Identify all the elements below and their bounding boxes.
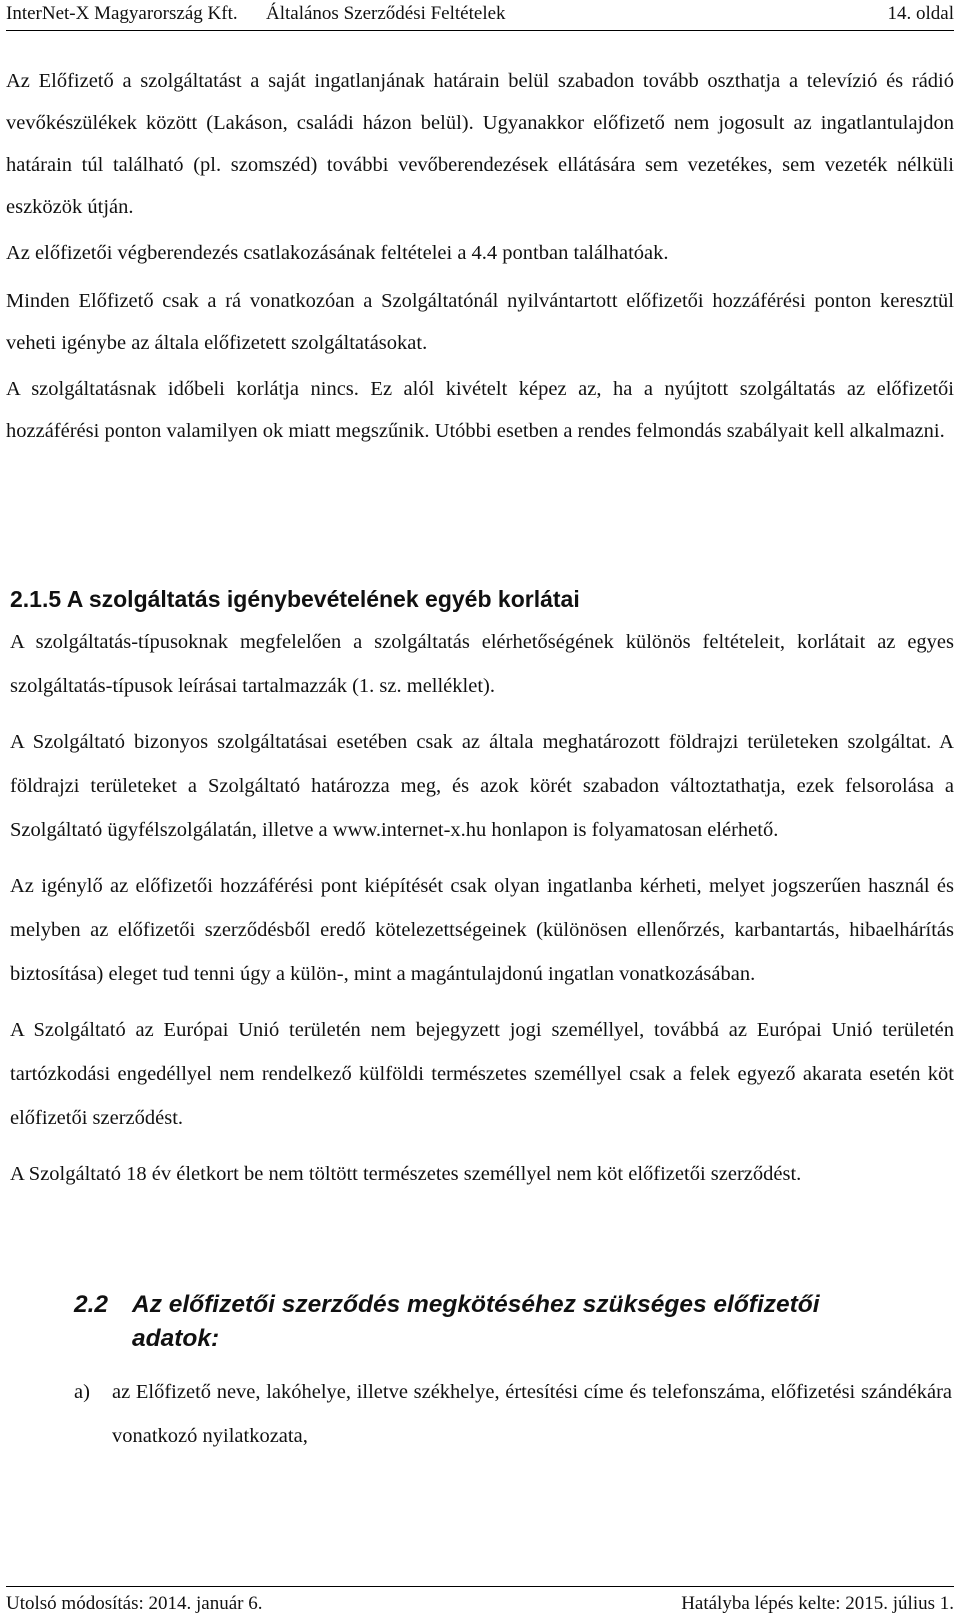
list-item-text: az Előfizető neve, lakóhelye, illetve székhelye, értesítési címe és telefonszáma, előfizetési szándékára vonatkozó nyilatkozata, — [112, 1381, 952, 1447]
document-body — [6, 60, 954, 1185]
footer-last-modified: Utolsó módosítás: 2014. január 6. — [6, 1593, 263, 1614]
section-number: 2.2 — [74, 1291, 109, 1318]
header-page-number: 14. oldal — [887, 3, 954, 24]
paragraph: A Szolgáltató bizonyos szolgáltatásai esetében csak az általa meghatározott földrajzi területeken szolgáltat. A földrajzi területeket a Szolgáltató határozza meg, és azok körét szabadon változtathatja, ezek felsorolása a Szolgáltató ügyfélszolgálatán, illetve a www.internet-x.hu honlapon is folyamatosan elérhető. — [10, 731, 954, 841]
header-title: Általános Szerződési Feltételek — [266, 3, 506, 24]
section-2-1-5 — [10, 584, 954, 1208]
section-heading: Az előfizetői szerződés megkötéséhez szükséges előfizetői adatok: — [132, 1291, 820, 1352]
paragraph: Az Előfizető a szolgáltatást a saját ingatlanjának határain belül szabadon tovább oszthatja a televízió és rádió vevőkészülékek között (Lakáson, családi házon belül). Ugyanakkor előfizető nem jogosult az ingatlantulajdon határain túl található (pl. szomszéd) további vevőberendezések ellátására sem vezetékes, sem vezeték nélküli eszközök útján. — [6, 70, 954, 218]
paragraph: A szolgáltatásnak időbeli korlátja nincs. Ez alól kivételt képez az, ha a nyújtott szolgáltatás az előfizetői hozzáférési ponton valamilyen ok miatt megszűnik. Utóbbi esetben a rendes felmondás szabályait kell alkalmazni. — [6, 378, 954, 442]
list-marker: a) — [74, 1381, 90, 1403]
paragraph: Minden Előfizető csak a rá vonatkozóan a Szolgáltatónál nyilvántartott előfizetői hozzáférési ponton keresztül veheti igénybe az általa előfizetett szolgáltatásokat. — [6, 290, 954, 354]
section-heading: 2.1.5 A szolgáltatás igénybevételének egyéb korlátai — [10, 586, 580, 612]
page-footer — [6, 1586, 954, 1617]
paragraph: Az előfizetői végberendezés csatlakozásának feltételei a 4.4 pontban találhatóak. — [6, 242, 669, 264]
header-company: InterNet-X Magyarország Kft. — [6, 3, 238, 24]
section-service-distribution — [6, 60, 954, 452]
list-item — [74, 1370, 952, 1458]
paragraph: A Szolgáltató 18 év életkort be nem töltött természetes személlyel nem köt előfizetői szerződést. — [10, 1163, 802, 1185]
paragraph: Az igénylő az előfizetői hozzáférési pont kiépítését csak olyan ingatlanba kérheti, melyet jogszerűen használ és melyben az előfizetői szerződésből eredő kötelezettségeinek (különösen ellenőrzés, karbantartás, hibaelhárítás biztosítása) eleget tud tenni úgy a külön-, mint a magántulajdonú ingatlan vonatkozásában. — [10, 875, 954, 985]
paragraph: A szolgáltatás-típusoknak megfelelően a szolgáltatás elérhetőségének különös feltételeit, korlátait az egyes szolgáltatás-típusok leírásai tartalmazzák (1. sz. melléklet). — [10, 631, 954, 697]
footer-effective-date: Hatályba lépés kelte: 2015. július 1. — [681, 1593, 954, 1614]
section-2-2-heading — [74, 1288, 834, 1356]
page-header — [6, 0, 954, 31]
paragraph: A Szolgáltató az Európai Unió területén nem bejegyzett jogi személlyel, továbbá az Európai Unió területén tartózkodási engedéllyel nem rendelkező külföldi természetes személlyel csak a felek egyező akarata esetén köt előfizetői szerződést. — [10, 1019, 954, 1129]
